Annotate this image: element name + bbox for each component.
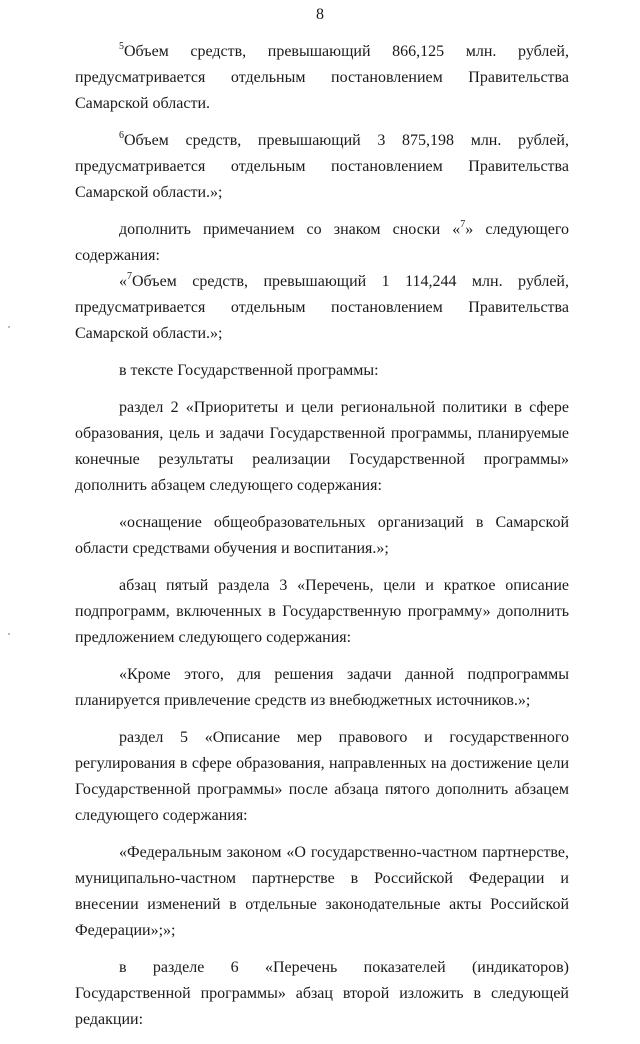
paragraph-text: в тексте Государственной программы:	[119, 362, 379, 379]
scan-speck	[8, 326, 10, 328]
paragraph-text: «Кроме этого, для решения задачи данной подпрограммы планируется привлечение средств из внебюджетных источников.»;	[75, 666, 569, 709]
paragraph-text: раздел 5 «Описание мер правового и государственного регулирования в сфере образования, направленных на достижение цели Государственной программы» после абзаца пятого дополнить абзацем следующего содержания:	[75, 729, 569, 824]
paragraph-text: в разделе 6 «Перечень показателей (индикаторов) Государственной программы» абзац второй изложить в следующей редакции:	[75, 959, 569, 1028]
paragraph-text: раздел 2 «Приоритеты и цели региональной политики в сфере образования, цель и задачи Государственной программы, планируемые конечные результаты реализации Государственной программы» дополнить абзацем следующего содержания:	[75, 399, 569, 494]
document-body	[75, 39, 569, 1044]
amendment-paragraph	[75, 358, 569, 384]
quoted-text-paragraph	[75, 510, 569, 562]
scan-speck	[8, 633, 10, 635]
paragraph-text: Объем средств, превышающий 3 875,198 млн. рублей, предусматривается отдельным постановлением Правительства Самарской области.»;	[75, 132, 569, 201]
footnote-marker: 7	[460, 219, 466, 230]
amendment-paragraph	[75, 395, 569, 499]
quoted-text-paragraph	[75, 840, 569, 944]
footnote-marker: 5	[119, 41, 124, 52]
amendment-paragraph	[75, 573, 569, 651]
footnote-7-paragraph	[75, 269, 569, 347]
quoted-text-paragraph	[75, 662, 569, 714]
amendment-paragraph	[75, 725, 569, 829]
paragraph-text: абзац пятый раздела 3 «Перечень, цели и краткое описание подпрограмм, включенных в Государственную программу» дополнить предложением следующего содержания:	[75, 577, 569, 646]
paragraph-text: Объем средств, превышающий 1 114,244 млн. рублей, предусматривается отдельным постановлением Правительства Самарской области.»;	[75, 273, 569, 342]
paragraph-text: «Федеральным законом «О государственно-частном партнерстве, муниципально-частном партнерстве в Российской Федерации и внесении изменений в отдельные законодательные акты Российской Федерации»;»;	[75, 844, 569, 939]
footnote-5-paragraph	[75, 39, 569, 117]
footnote-6-paragraph	[75, 128, 569, 206]
footnote-marker: 7	[127, 271, 132, 282]
page-number: 8	[316, 6, 324, 23]
paragraph-text: Объем средств, превышающий 866,125 млн. рублей, предусматривается отдельным постановлением Правительства Самарской области.	[75, 43, 569, 112]
paragraph-text: » следующего содержания:	[75, 221, 569, 264]
quote-open: «	[119, 273, 127, 290]
paragraph-text: дополнить примечанием со знаком сноски «	[119, 221, 461, 238]
amendment-paragraph	[75, 217, 569, 269]
amendment-paragraph	[75, 955, 569, 1033]
footnote-marker: 6	[119, 130, 124, 141]
paragraph-text: «оснащение общеобразовательных организаций в Самарской области средствами обучения и воспитания.»;	[75, 514, 569, 557]
